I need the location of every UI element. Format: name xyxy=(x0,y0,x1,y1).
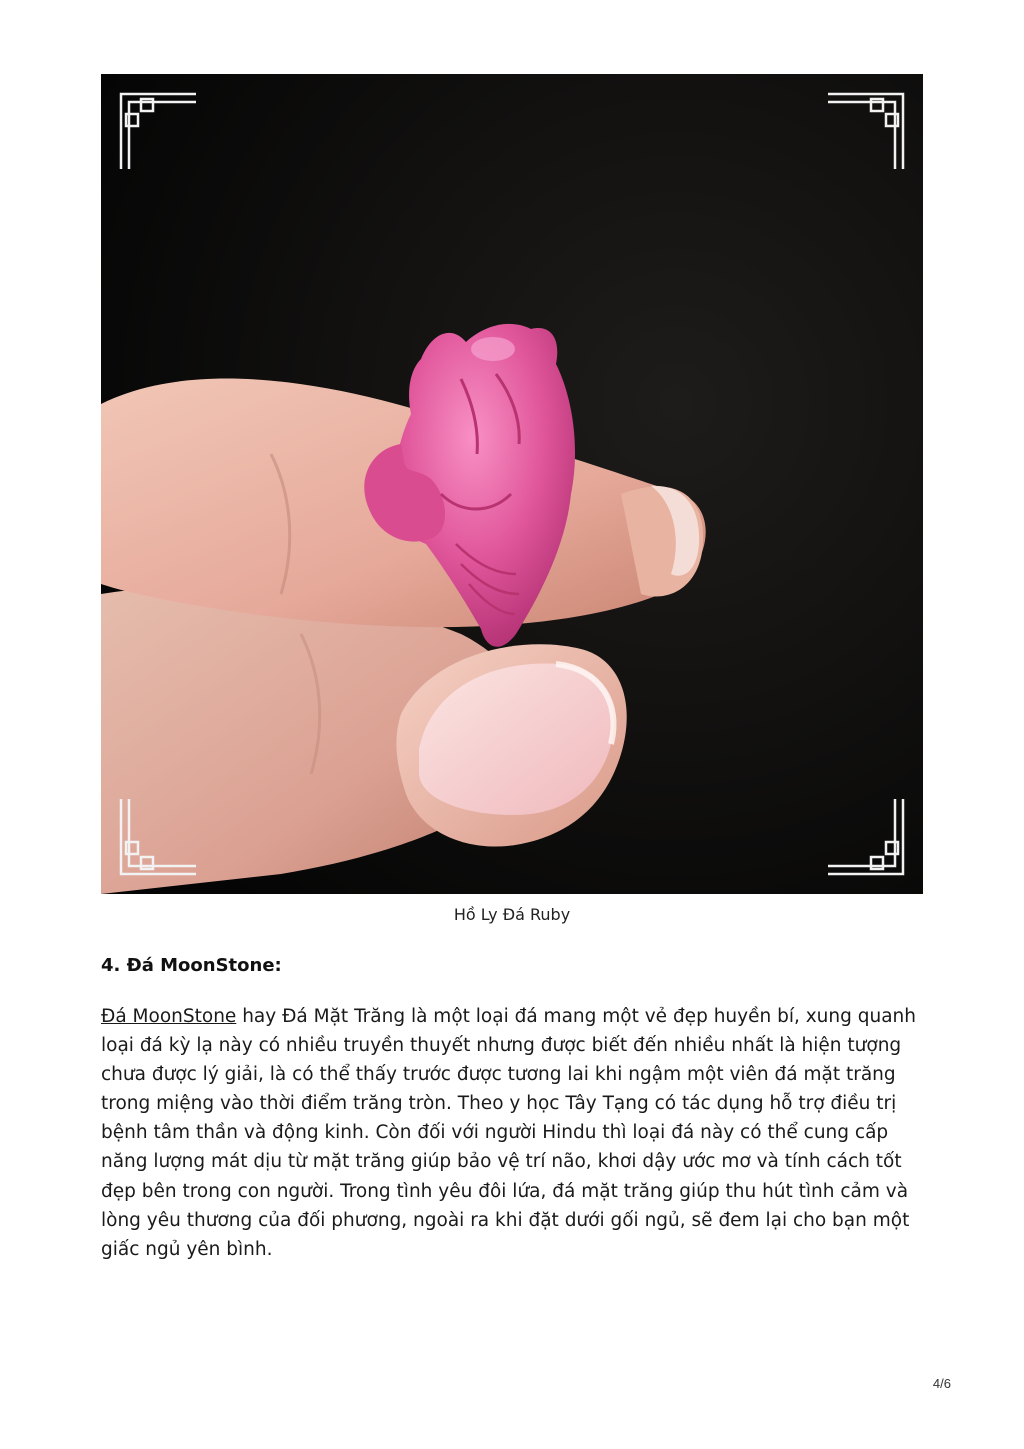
section-paragraph xyxy=(101,1002,921,1264)
page-number: 4/6 xyxy=(932,1376,951,1391)
ruby-fox-photo xyxy=(101,74,923,894)
paragraph-body: hay Đá Mặt Trăng là một loại đá mang một vẻ đẹp huyền bí, xung quanh loại đá kỳ lạ này có nhiều truyền thuyết nhưng được biết đến nhiều nhất là hiện tượng chưa được lý giải, là có thể thấy trước được tương lai khi ngậm một viên đá mặt trăng trong miệng vào thời điểm trăng tròn. Theo y học Tây Tạng có tác dụng hỗ trợ điều trị bệnh tâm thần và động kinh. Còn đối với người Hindu thì loại đá này có thể cung cấp năng lượng mát dịu từ mặt trăng giúp bảo vệ trí não, khơi dậy ước mơ và tính cách tốt đẹp bên trong con người. Trong tình yêu đôi lứa, đá mặt trăng giúp thu hút tình cảm và lòng yêu thương của đối phương, ngoài ra khi đặt dưới gối ngủ, sẽ đem lại cho bạn một giấc ngủ yên bình. xyxy=(101,1006,916,1260)
moonstone-link[interactable]: Đá MoonStone xyxy=(101,1006,237,1027)
figure-caption: Hồ Ly Đá Ruby xyxy=(453,905,571,924)
section-heading: 4. Đá MoonStone: xyxy=(101,955,282,976)
